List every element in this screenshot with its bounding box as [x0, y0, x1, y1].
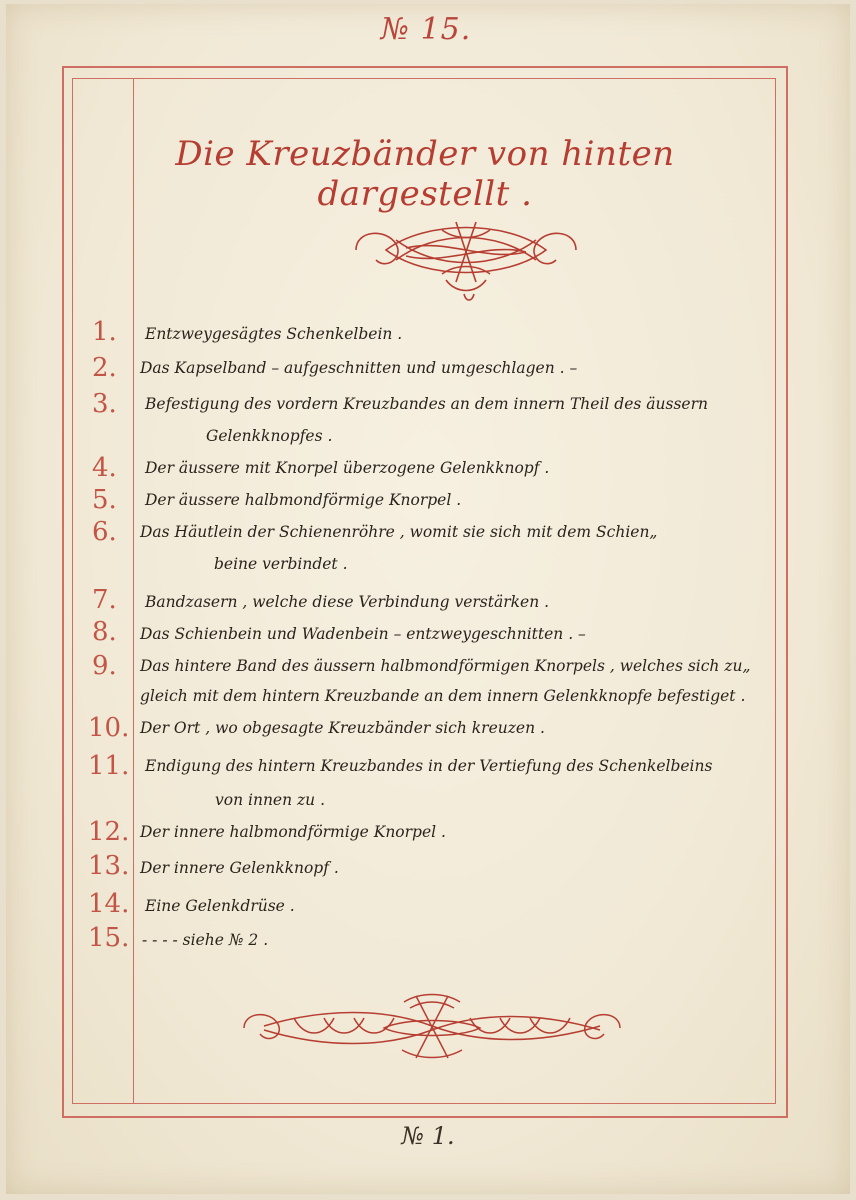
page-number-top: № 15.	[380, 12, 472, 47]
entry-text: Bandzasern , welche diese Verbindung verstärken .	[145, 593, 550, 611]
entry-text: Der äussere mit Knorpel überzogene Gelenkknopf .	[145, 459, 550, 477]
entry-text: Der äussere halbmondförmige Knorpel .	[145, 491, 462, 509]
entry-text: Das Kapselband – aufgeschnitten und umgeschlagen . –	[140, 359, 578, 377]
entry-text: Der Ort , wo obgesagte Kreuzbänder sich kreuzen .	[140, 719, 545, 737]
entry-number: 9.	[92, 651, 117, 681]
entry-text: Endigung des hintern Kreuzbandes in der Vertiefung des Schenkelbeins	[145, 757, 713, 775]
entry-number: 15.	[88, 923, 130, 953]
entry-text: Der innere Gelenkknopf .	[140, 859, 339, 877]
entry-number: 2.	[92, 353, 117, 383]
entry-number: 3.	[92, 389, 117, 419]
entry-number: 6.	[92, 517, 117, 547]
entry-text-continued: beine verbindet .	[214, 555, 348, 573]
entry-number: 14.	[88, 889, 130, 919]
entry-text: Das Schienbein und Wadenbein – entzweygeschnitten . –	[140, 625, 586, 643]
entry-text: - - - - siehe № 2 .	[142, 931, 269, 949]
entry-text-continued: gleich mit dem hintern Kreuzbande an dem innern Gelenkknopfe befestiget .	[140, 687, 746, 705]
entry-text: Entzweygesägtes Schenkelbein .	[145, 325, 403, 343]
flourish-bottom-ornament	[234, 988, 630, 1064]
entry-number: 12.	[88, 817, 130, 847]
entry-number: 10.	[88, 713, 130, 743]
page-title: Die Kreuzbänder von hinten dargestellt .	[175, 134, 675, 214]
entry-text: Eine Gelenkdrüse .	[145, 897, 295, 915]
entry-text: Das Häutlein der Schienenröhre , womit sie sich mit dem Schien„	[140, 523, 658, 541]
entry-number: 13.	[88, 851, 130, 881]
entry-number: 1.	[92, 317, 117, 347]
entry-number: 5.	[92, 485, 117, 515]
entry-number: 7.	[92, 585, 117, 615]
entry-number: 4.	[92, 453, 117, 483]
entry-text: Befestigung des vordern Kreuzbandes an dem innern Theil des äussern	[145, 395, 708, 413]
entry-text-continued: Gelenkknopfes .	[206, 427, 333, 445]
entry-number: 8.	[92, 617, 117, 647]
entry-text: Der innere halbmondförmige Knorpel .	[140, 823, 446, 841]
entry-number: 11.	[88, 751, 130, 781]
entry-text: Das hintere Band des äussern halbmondförmigen Knorpels , welches sich zu„	[140, 657, 751, 675]
entry-text-continued: von innen zu .	[215, 791, 326, 809]
bottom-page-mark: № 1.	[401, 1122, 455, 1150]
